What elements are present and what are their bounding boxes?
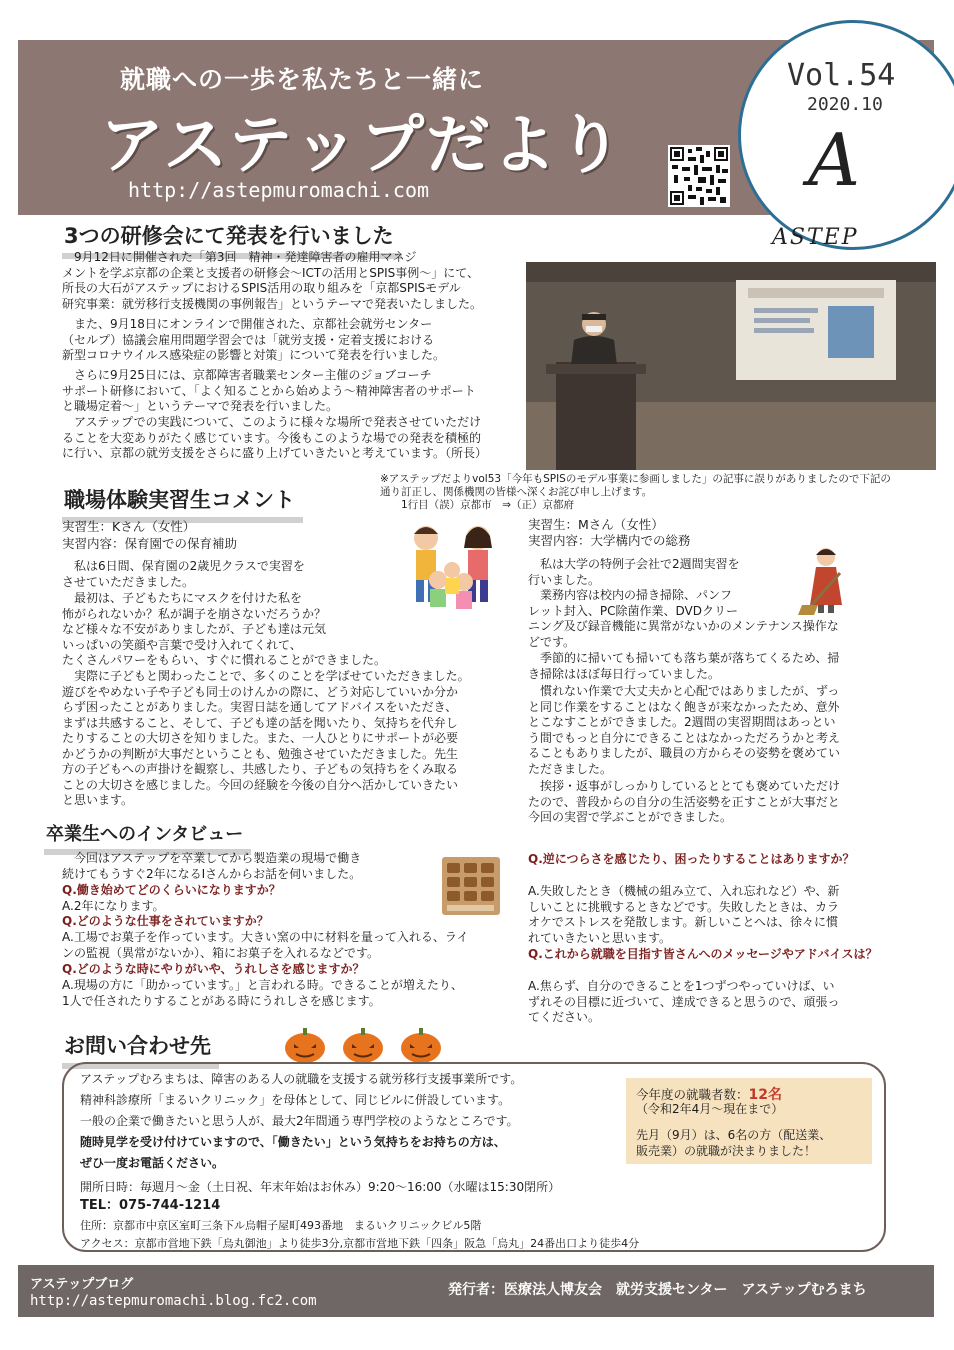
contact-intro-3: 一般の企業で働きたいと思う人が、最大2年間通う専門学校のようなところです。 [80,1114,519,1128]
intern-k-content: 実習内容：保育園での保育補助 [62,536,238,551]
employment-count-value: 12名 [748,1087,782,1103]
pumpkin-icon [340,1024,386,1064]
intern-m-paragraph-2: 業務内容は校内の掃き掃除、パンフ レット封入、PC除菌作業、DVDクリー ニング及び録音機能に異常がないかのメンテナンス操作な どです。 [528,588,839,649]
contact-intro-2: 精神科診療所「まるいクリニック」を母体として、同じビルに併設しています。 [80,1093,511,1107]
section-title-interview: 卒業生へのインタビュー [44,820,251,855]
interview-q5: Q.これから就職を目指す皆さんへのメッセージやアドバイスは？ [528,947,878,961]
intern-m-name: 実習生：Mさん（女性） [528,517,664,532]
address: 住所：京都市中京区室町三条下ル烏帽子屋町493番地 まるいクリニックビル5階 [80,1219,482,1232]
tagline: 就職への一歩を私たちと一緒に [120,65,485,94]
footer [18,1265,934,1317]
employment-count-label: 今年度の就職者数： [636,1087,749,1102]
interview-q4: Q.逆につらさを感じたり、困ったりすることはありますか？ [528,852,855,866]
last-month-employment: 先月（9月）は、6名の方（配送業、 販売業）の就職が決まりました！ [636,1128,832,1158]
interview-a2: A.工場でお菓子を作っています。大きい窯の中に材料を量って入れる、ライ ンの監視（異常がないか）、箱にお菓子を入れるなどです。 [62,930,469,960]
contact-invite-2: ぜひ一度お電話ください。 [80,1156,225,1170]
section-title-contact: お問い合わせ先 [62,1030,219,1069]
interview-a1: A.2年になります。 [62,899,165,913]
intern-k-paragraph-3: 実際に子どもと関わったことで、多くのことを学ばせていただきました。 遊びをやめない子や子ども同士のけんかの際に、どう対応していいか分か らず困ったことがありました。実習日誌を通してアドバイスをいただき、 まずは共感すること、そして、子ども達の話を聞いたり、気持ちを代弁し たりすることの大切さを知りました。また、一人ひとりにサポートが必要 かどうかの判断が大事だということも、勉強させていただきました。先生 方の子どもへの声掛けを観察し、共感したり、子どもの気持ちをくみ取る ことの大切さを感じました。今回の経験を今後の自分へ活かしていきたい と思います。 [62,669,470,807]
sweets-box-icon [440,855,502,917]
intern-m-paragraph-4: 慣れない作業で大丈夫かと心配ではありましたが、ずっ と同じ作業をすることはなく飽きが来なかったため、意外 とこなすことができました。2週間の実習期間はあっとい う間でもっと自分にできることはなかっただろうかと考え ることもありましたが、職員の方からその姿勢を褒めてい ただきました。 [528,684,841,776]
section-title-seminars: 3つの研修会にて発表を行いました [62,220,402,259]
pumpkin-icon [282,1024,328,1064]
interview-q2: Q.どのような仕事をされていますか？ [62,914,269,928]
contact-intro-1: アステップむろまちは、障害のある人の就職を支援する就労移行支援事業所です。 [80,1072,523,1086]
qr-code-icon[interactable] [668,145,730,207]
astep-logo: ASTEP [772,225,859,250]
interview-a3: A.現場の方に「助かっています。」と言われる時。できることが増えたり、 1人で任されたりすることがある時にうれしさを感じます。 [62,978,463,1008]
website-url[interactable]: http://astepmuromachi.com [128,178,430,202]
interview-a4: A.失敗したとき（機械の組み立て、入れ忘れなど）や、新 しいことに挑戦するときなどです。失敗したときは、カラ オケでストレスを発散します。新しいことへは、徐々に慣 れていきたいと思います。 [528,884,840,945]
interview-q1: Q.働き始めてどのくらいになりますか？ [62,883,281,897]
blog-label: アステップブログ [30,1277,134,1292]
seminar-paragraph-4: アステップでの実践について、このように様々な場所で発表させていただけ ることを大変ありがたく感じています。今後もこのような場での発表を積極的 に行い、京都の就労支援をさらに盛り上げていきたいと考えています。（所長） [62,415,488,460]
intern-m-content: 実習内容：大学構内での総務 [528,533,691,548]
seminar-paragraph-2: また、9月18日にオンラインで開催された、京都社会就労センター （セルプ）協議会雇用問題学習会では「就労支援・定着支援における 新型コロナウイルス感染症の影響と対策」について発表を行いました。 [62,317,446,362]
opening-hours: 開所日時：毎週月～金（土日祝、年末年始はお休み）9:20～16:00（水曜は15:30閉所） [80,1180,561,1194]
intern-m-paragraph-5: 挨拶・返事がしっかりしているととても褒めていただけ たので、普段からの自分の生活姿勢を正すことが大事だと 今回の実習で学ぶことができました。 [528,779,841,824]
seminar-paragraph-1: 9月12日に開催された「第3回 精神・発達障害者の雇用マネジ メントを学ぶ京都の企業と支援者の研修会～ICTの活用とSPIS事例～」にて、 所長の大石がアステップにおけるSPIS活用の取り組みを「京都SPISモデル 研究事業：就労移行支援機関の事例報告」というテーマで発表いたしました。 [62,250,483,311]
issue-date: 2020.10 [807,94,883,115]
employment-period: （令和2年4月～現在まで） [636,1102,784,1116]
presenter-photo [526,262,936,470]
interview-intro: 今回はアステップを卒業してから製造業の現場で働き 続けてもうすぐ2年になるIさんからお話を伺いました。 [62,851,362,881]
sweeping-woman-icon [796,545,856,617]
children-illustration-icon [398,518,508,626]
astep-a-logo: A [808,118,860,202]
intern-k-paragraph-1: 私は6日間、保育園の2歳児クラスで実習を させていただきました。 [62,559,305,589]
pumpkin-icon [398,1024,444,1064]
intern-m-paragraph-1: 私は大学の特例子会社で2週間実習を 行いました。 [528,557,740,587]
section-title-internship: 職場体験実習生コメント [62,484,303,523]
intern-m-paragraph-3: 季節的に掃いても掃いても落ち葉が落ちてくるため、掃 き掃除はほぼ毎日行っていました。 [528,651,840,681]
volume-number: Vol.54 [787,58,896,93]
interview-q3: Q.どのような時にやりがいや、うれしさを感じますか？ [62,962,365,976]
seminar-paragraph-3: さらに9月25日には、京都障害者職業センター主催のジョブコーチ サポート研修において、「よく知ることから始めよう～精神障害者のサポート と職場定着～」というテーマで発表を行いました。 [62,368,476,413]
employment-count-row [636,1084,782,1104]
access-info: アクセス：京都市営地下鉄「烏丸御池」より徒歩3分,京都市営地下鉄「四条」阪急「烏丸」24番出口より徒歩4分 [80,1237,640,1250]
publisher: 発行者：医療法人博友会 就労支援センター アステップむろまち [448,1282,867,1298]
contact-invite-1: 随時見学を受け付けていますので、「働きたい」という気持ちをお持ちの方は、 [80,1135,506,1149]
blog-url[interactable]: http://astepmuromachi.blog.fc2.com [30,1293,317,1309]
interview-a5: A.焦らず、自分のできることを1つずつやっていけば、い ずれその目標に近づいて、達成できると思うので、頑張っ てください。 [528,979,840,1024]
intern-k-paragraph-2: 最初は、子どもたちにマスクを付けた私を 怖がられないか？私が調子を崩さないだろうか？ など様々な不安がありましたが、子ども達は元気 いっぱいの笑顔や言葉で受け入れてくれて、 たくさんパワーをもらい、すぐに慣れることができました。 [62,591,387,667]
correction-notice: ※アステップだよりvol53「今年もSPISのモデル事業に参画しました」の記事に誤りがありましたので下記の 通り訂正し、関係機関の皆様へ深くお詫び申し上げます。 1行目（誤）京都市 ⇒（正）京都府 [380,473,891,511]
newsletter-title: アステップだより [100,109,625,183]
phone-number[interactable]: TEL：075-744-1214 [80,1198,221,1213]
intern-k-name: 実習生：Kさん（女性） [62,519,196,534]
